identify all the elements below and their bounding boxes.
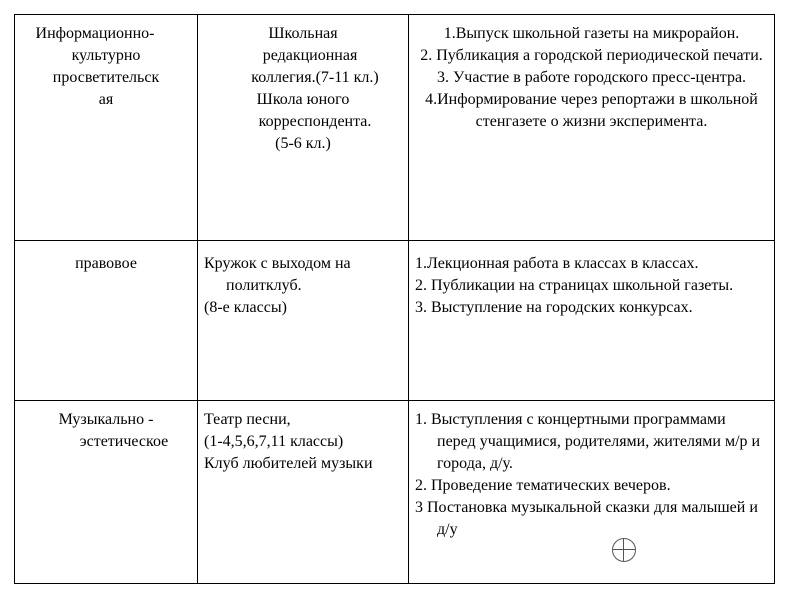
direction-cell	[15, 15, 198, 241]
cell-text: коллегия.(7-11 кл.)	[251, 69, 379, 86]
table-row	[15, 401, 775, 584]
form-cell	[198, 241, 409, 401]
cell-text: редакционная	[262, 47, 358, 64]
cell-text: 1.Лекционная работа в классах в классах.	[415, 255, 699, 272]
cell-text: 3. Участие в работе городского пресс-центра.	[436, 69, 747, 86]
activities-cell	[409, 401, 775, 584]
cell-text: 3. Выступление на городских конкурсах.	[415, 299, 693, 316]
form-cell	[198, 401, 409, 584]
cell-text: Школа юного	[256, 91, 350, 108]
cell-text: 4.Информирование через репортажи в школьной стенгазете о жизни эксперимента.	[425, 91, 758, 130]
cell-text: правовое	[75, 255, 137, 272]
cell-text: Школьная	[268, 25, 338, 42]
cell-text: просветительск	[52, 69, 160, 86]
cell-text: Информационно-	[35, 25, 155, 42]
cell-text: (8-е классы)	[204, 299, 287, 316]
cell-text: культурно	[71, 47, 141, 64]
cell-text: Музыкально -	[58, 411, 154, 428]
cell-text: ая	[98, 91, 114, 108]
activities-cell	[409, 241, 775, 401]
direction-cell	[15, 241, 198, 401]
cell-text: Клуб любителей музыки	[204, 455, 373, 472]
cell-text: эстетическое	[79, 433, 169, 450]
cell-text: 1.Выпуск школьной газеты на микрорайон.	[443, 25, 740, 42]
cell-text: Театр песни,	[204, 411, 291, 428]
form-cell	[198, 15, 409, 241]
table-row	[15, 15, 775, 241]
cell-text: корреспондента.	[258, 113, 372, 130]
direction-cell	[15, 401, 198, 584]
cell-text: 2. Публикация а городской периодической печати.	[420, 47, 763, 64]
activities-cell	[409, 15, 775, 241]
cell-text: 1. Выступления с концертными программами перед учащимися, родителями, жителями м/р и города, д/у.	[415, 411, 761, 472]
cell-text: 3 Постановка музыкальной сказки для малышей и д/у	[415, 499, 758, 538]
cell-text: 2. Проведение тематических вечеров.	[415, 477, 671, 494]
cell-text: Кружок с выходом на политклуб.	[204, 255, 351, 294]
activities-table	[14, 14, 775, 584]
cell-text: (1-4,5,6,7,11 классы)	[204, 433, 344, 450]
cell-text: (5-6 кл.)	[275, 135, 331, 152]
cell-text: 2. Публикации на страницах школьной газеты.	[415, 277, 734, 294]
table-row	[15, 241, 775, 401]
crosshair-icon	[612, 538, 636, 562]
